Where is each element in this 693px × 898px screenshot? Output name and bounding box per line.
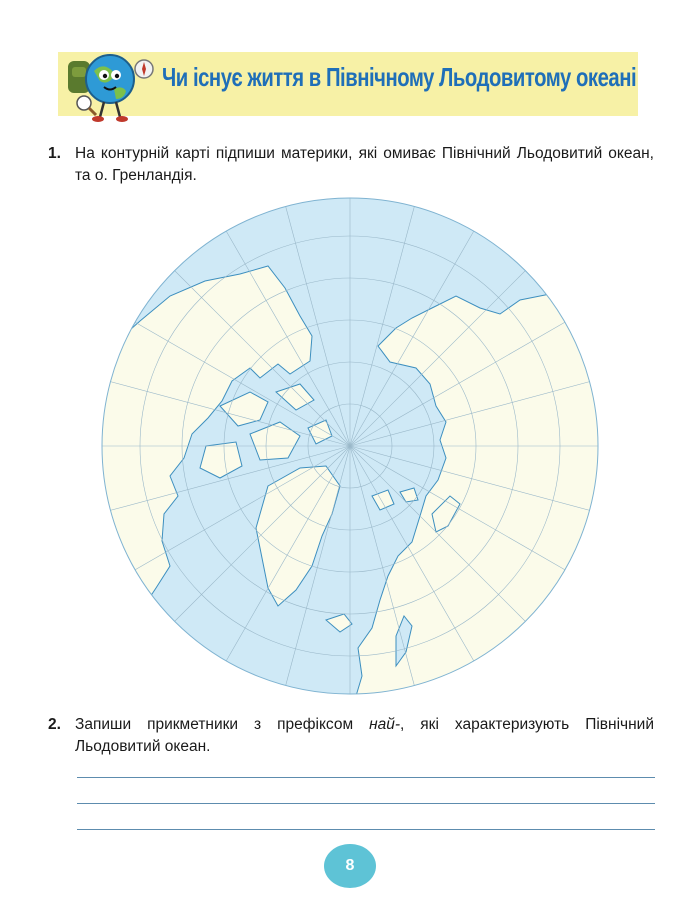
- task-2-prefix: най-: [369, 716, 401, 733]
- task-2-text: [75, 714, 654, 758]
- page-number-badge: 8: [324, 844, 376, 888]
- answer-line-1[interactable]: [77, 777, 655, 778]
- task-2-text-after: , які характеризують Північний Льодовитий океан.: [75, 716, 654, 755]
- globe-mascot-icon: [58, 45, 158, 125]
- page-title: Чи існує життя в Північному Льодовитому океані: [162, 62, 637, 92]
- task-2-text-before: Запиши прикметники з префіксом: [75, 716, 370, 733]
- task-1: [48, 143, 654, 187]
- task-1-text: На контурній карті підпиши материки, які омиває Північний Льодовитий океан, та о. Гренландія.: [75, 145, 654, 184]
- task-2: [48, 714, 654, 758]
- arctic-contour-map-icon: [100, 196, 600, 696]
- answer-line-2[interactable]: [77, 803, 655, 804]
- task-2-number: 2.: [48, 716, 61, 733]
- task-1-number: 1.: [48, 145, 61, 162]
- answer-line-3[interactable]: [77, 829, 655, 830]
